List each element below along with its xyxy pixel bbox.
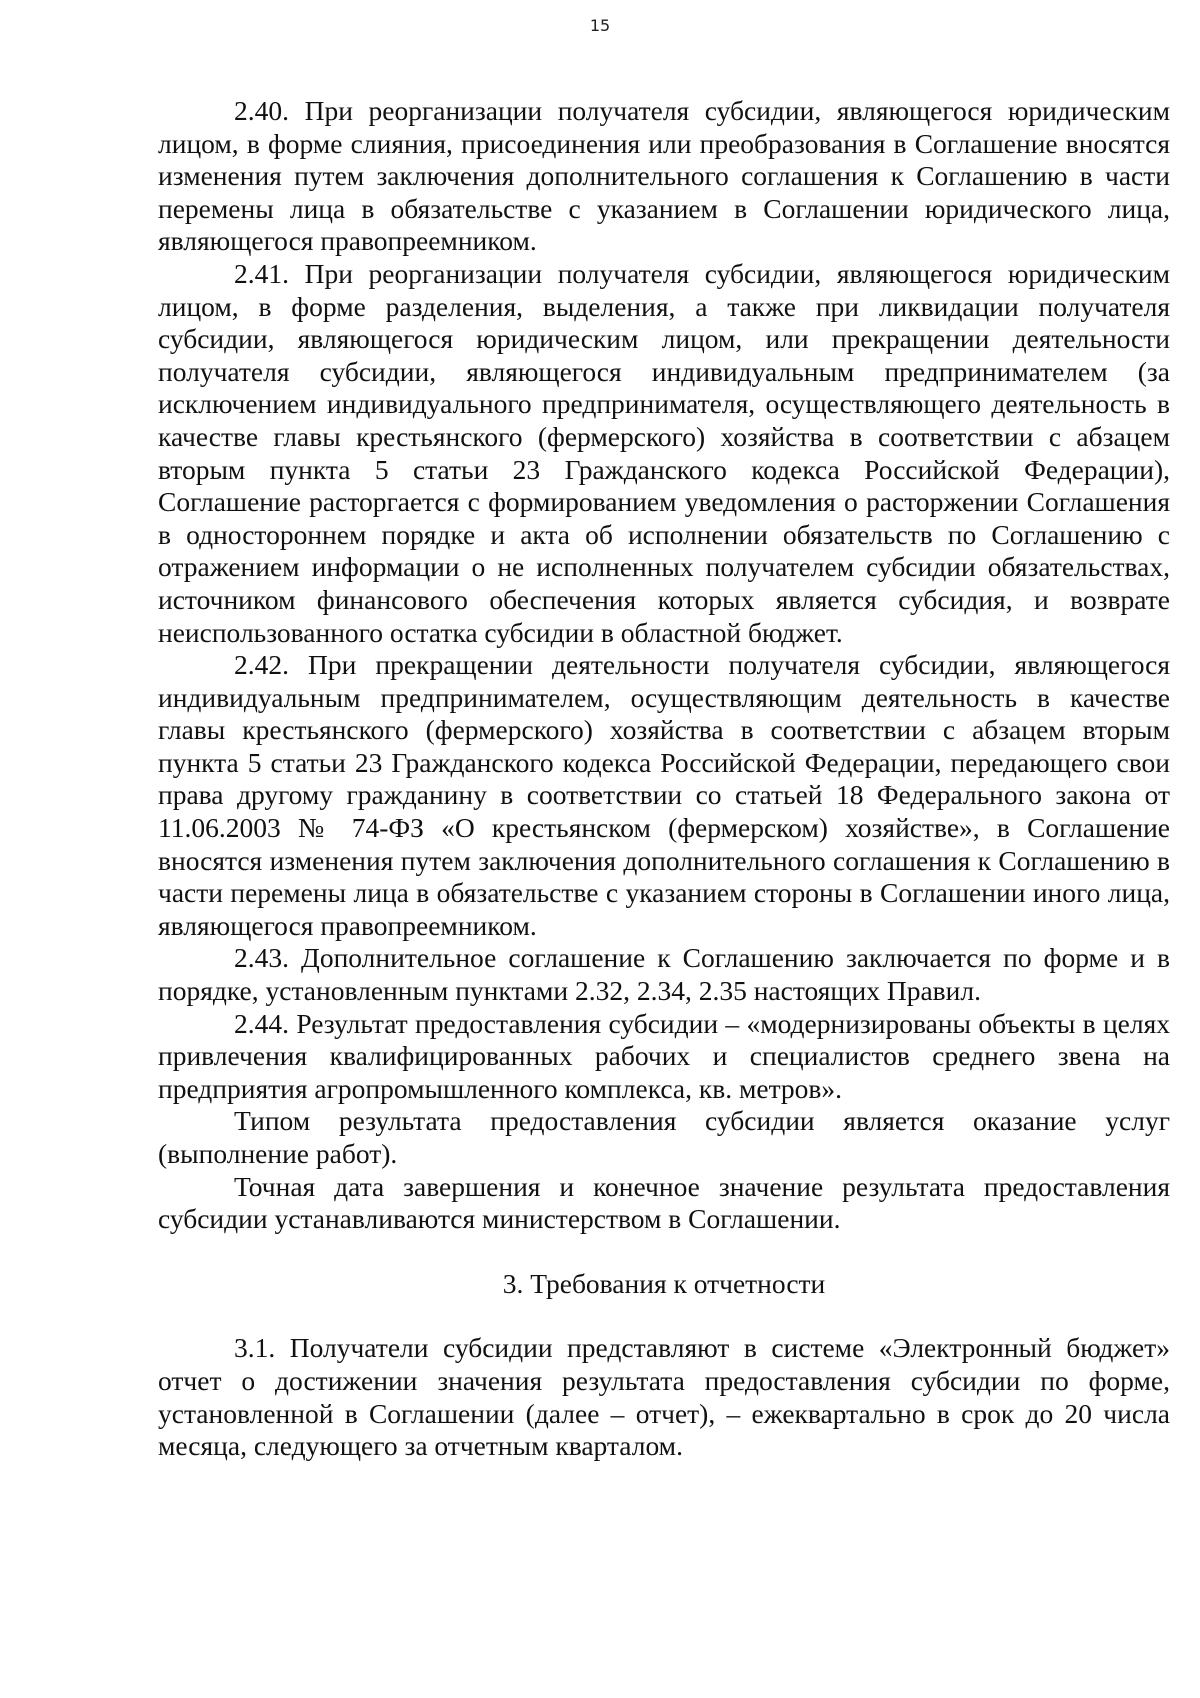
paragraph-2-41: 2.41. При реорганизации получателя субсидии, являющегося юридическим лицом, в форме разделения, выделения, а также при ликвидации получателя субсидии, являющегося юридическим лицом, или прекращении деятельности получателя субсидии, являющегося индивидуальным предпринимателем (за исключением индивидуального предпринимателя, осуществляющего деятельность в качестве главы крестьянского (фермерского) хозяйства в соответствии с абзацем вторым пункта 5 статьи 23 Гражданского кодекса Российской Федерации), Соглашение расторгается с формированием уведомления о расторжении Соглашения в одностороннем порядке и акта об исполнении обязательств по Соглашению с отражением информации о не исполненных получателем субсидии обязательствах, источником финансового обеспечения которых является субсидия, и возврате неиспользованного остатка субсидии в областной бюджет. [158,257,1170,648]
paragraph-2-44: 2.44. Результат предоставления субсидии – «модернизированы объекты в целях привлечения квалифицированных рабочих и специалистов среднего звена на предприятия агропромышленного комплекса, кв. метров». [158,1007,1170,1104]
section-heading: 3. Требования к отчетности [502,1267,826,1299]
page-number: 15 [589,16,611,35]
paragraph-2-43: 2.43. Дополнительное соглашение к Соглашению заключается по форме и в порядке, установленным пунктами 2.32, 2.34, 2.35 настоящих Правил. [158,942,1170,1007]
document-body [158,95,1170,1463]
paragraph-result-type: Типом результата предоставления субсидии является оказание услуг (выполнение работ). [158,1105,1170,1169]
paragraph-result-date: Точная дата завершения и конечное значение результата предоставления субсидии устанавливаются министерством в Соглашении. [158,1170,1170,1235]
paragraph-2-40: 2.40. При реорганизации получателя субсидии, являющегося юридическим лицом, в форме слияния, присоединения или преобразования в Соглашение вносятся изменения путем заключения дополнительного соглашения к Соглашению в части перемены лица в обязательстве с указанием в Соглашении юридического лица, являющегося правопреемником. [158,95,1170,257]
paragraph-3-1: 3.1. Получатели субсидии представляют в системе «Электронный бюджет» отчет о достижении значения результата предоставления субсидии по форме, установленной в Соглашении (далее – отчет), – ежеквартально в срок до 20 числа месяца, следующего за отчетным кварталом. [158,1332,1170,1462]
paragraph-2-42: 2.42. При прекращении деятельности получателя субсидии, являющегося индивидуальным предпринимателем, осуществляющим деятельность в качестве главы крестьянского (фермерского) хозяйства в соответствии с абзацем вторым пункта 5 статьи 23 Гражданского кодекса Российской Федерации, передающего свои права другому гражданину в соответствии со статьей 18 Федерального закона от 11.06.2003 № 74-ФЗ «О крестьянском (фермерском) хозяйстве», в Соглашение вносятся изменения путем заключения дополнительного соглашения к Соглашению в части перемены лица в обязательстве с указанием стороны в Соглашении иного лица, являющегося правопреемником. [158,649,1170,941]
